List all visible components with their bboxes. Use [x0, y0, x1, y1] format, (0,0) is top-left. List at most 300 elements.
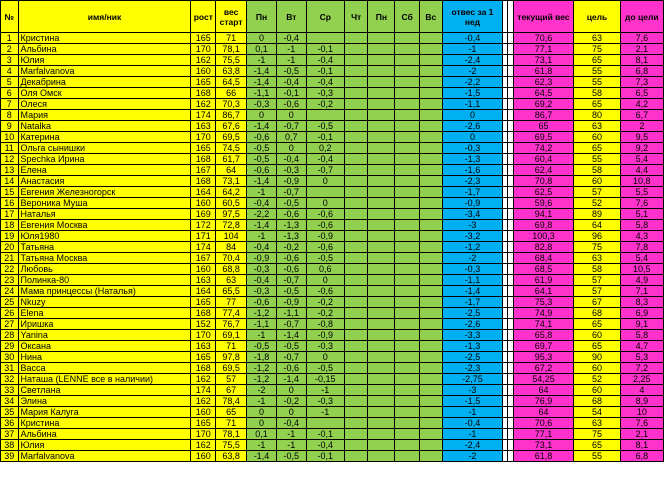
data-cell[interactable] [419, 264, 442, 275]
row-number-cell[interactable]: 6 [1, 88, 19, 99]
name-cell[interactable]: Татьяна Москва [18, 253, 191, 264]
data-cell[interactable]: -2,3 [442, 363, 503, 374]
data-cell[interactable] [306, 187, 344, 198]
name-cell[interactable]: Светлана [18, 385, 191, 396]
data-cell[interactable]: -0,1 [306, 44, 344, 55]
data-cell[interactable]: 63 [574, 121, 620, 132]
data-cell[interactable]: -0,6 [247, 132, 277, 143]
data-cell[interactable]: 74,1 [513, 319, 574, 330]
data-cell[interactable]: 97,5 [216, 209, 247, 220]
data-cell[interactable] [419, 209, 442, 220]
data-cell[interactable]: 160 [191, 264, 216, 275]
data-cell[interactable]: 75,3 [513, 297, 574, 308]
data-cell[interactable]: -0,7 [276, 187, 306, 198]
data-cell[interactable] [344, 275, 368, 286]
data-cell[interactable] [419, 66, 442, 77]
data-cell[interactable]: 4,7 [620, 341, 663, 352]
data-cell[interactable]: -1 [276, 55, 306, 66]
data-cell[interactable]: -1,2 [247, 374, 277, 385]
data-cell[interactable]: -0,4 [276, 77, 306, 88]
data-cell[interactable] [395, 418, 420, 429]
data-cell[interactable] [368, 407, 395, 418]
data-cell[interactable]: -1,4 [276, 374, 306, 385]
data-cell[interactable] [419, 253, 442, 264]
row-number-cell[interactable]: 29 [1, 341, 19, 352]
data-cell[interactable]: -1,5 [442, 396, 503, 407]
data-cell[interactable] [419, 308, 442, 319]
data-cell[interactable]: 70,6 [513, 33, 574, 44]
data-cell[interactable]: 73,1 [513, 440, 574, 451]
name-cell[interactable]: Елена [18, 165, 191, 176]
data-cell[interactable]: 59,6 [513, 198, 574, 209]
data-cell[interactable]: 9,1 [620, 319, 663, 330]
data-cell[interactable] [368, 220, 395, 231]
data-cell[interactable] [344, 44, 368, 55]
name-cell[interactable]: Natalka [18, 121, 191, 132]
data-cell[interactable]: -0,6 [306, 220, 344, 231]
data-cell[interactable]: 162 [191, 440, 216, 451]
data-cell[interactable]: -0,7 [276, 121, 306, 132]
data-cell[interactable]: -1,2 [442, 242, 503, 253]
data-cell[interactable]: 67 [216, 385, 247, 396]
data-cell[interactable] [368, 99, 395, 110]
data-cell[interactable]: -3,2 [442, 231, 503, 242]
data-cell[interactable]: 63 [574, 33, 620, 44]
data-cell[interactable]: -0,3 [247, 99, 277, 110]
data-cell[interactable] [344, 363, 368, 374]
data-cell[interactable] [368, 374, 395, 385]
data-cell[interactable]: -0,1 [306, 451, 344, 462]
data-cell[interactable]: 71 [216, 341, 247, 352]
data-cell[interactable]: 169 [191, 209, 216, 220]
data-cell[interactable]: 70,6 [513, 418, 574, 429]
data-cell[interactable] [419, 121, 442, 132]
data-cell[interactable]: 64,1 [513, 286, 574, 297]
data-cell[interactable]: 65 [574, 55, 620, 66]
data-cell[interactable]: -3 [442, 385, 503, 396]
name-cell[interactable]: Олеся [18, 99, 191, 110]
data-cell[interactable]: 65 [574, 143, 620, 154]
data-cell[interactable]: 0 [306, 198, 344, 209]
name-cell[interactable]: Нина [18, 352, 191, 363]
data-cell[interactable] [344, 451, 368, 462]
row-number-cell[interactable]: 13 [1, 165, 19, 176]
data-cell[interactable]: 7,1 [620, 286, 663, 297]
name-cell[interactable]: Татьяна [18, 242, 191, 253]
data-cell[interactable]: 69,7 [513, 341, 574, 352]
data-cell[interactable] [419, 319, 442, 330]
data-cell[interactable]: 63 [216, 275, 247, 286]
data-cell[interactable] [395, 198, 420, 209]
data-cell[interactable]: -0,5 [247, 143, 277, 154]
row-number-cell[interactable]: 7 [1, 99, 19, 110]
data-cell[interactable]: 5,4 [620, 154, 663, 165]
data-cell[interactable]: 60 [574, 363, 620, 374]
data-cell[interactable] [419, 176, 442, 187]
data-cell[interactable] [419, 33, 442, 44]
data-cell[interactable]: 100,3 [513, 231, 574, 242]
data-cell[interactable]: 77,1 [513, 44, 574, 55]
data-cell[interactable] [419, 165, 442, 176]
data-cell[interactable]: 70,8 [513, 176, 574, 187]
data-cell[interactable]: 170 [191, 429, 216, 440]
data-cell[interactable]: -1,5 [442, 88, 503, 99]
data-cell[interactable]: 60 [574, 132, 620, 143]
data-cell[interactable]: 69,1 [216, 330, 247, 341]
data-cell[interactable]: 4,9 [620, 275, 663, 286]
data-cell[interactable] [419, 55, 442, 66]
data-cell[interactable]: 61,7 [216, 154, 247, 165]
data-cell[interactable]: 68,5 [513, 264, 574, 275]
data-cell[interactable] [368, 264, 395, 275]
data-cell[interactable] [395, 253, 420, 264]
data-cell[interactable] [344, 385, 368, 396]
data-cell[interactable] [368, 286, 395, 297]
data-cell[interactable] [306, 110, 344, 121]
name-cell[interactable]: Мария Калуга [18, 407, 191, 418]
data-cell[interactable]: -2,5 [442, 352, 503, 363]
data-cell[interactable]: 7,2 [620, 363, 663, 374]
data-cell[interactable]: 74,5 [216, 143, 247, 154]
data-cell[interactable]: 5,8 [620, 220, 663, 231]
data-cell[interactable] [368, 209, 395, 220]
data-cell[interactable]: -1,3 [276, 220, 306, 231]
data-cell[interactable]: 55 [574, 451, 620, 462]
data-cell[interactable]: 90 [574, 352, 620, 363]
data-cell[interactable] [368, 330, 395, 341]
data-cell[interactable] [419, 77, 442, 88]
data-cell[interactable] [344, 396, 368, 407]
data-cell[interactable] [368, 275, 395, 286]
data-cell[interactable] [419, 352, 442, 363]
data-cell[interactable]: 168 [191, 363, 216, 374]
data-cell[interactable]: -0,2 [306, 99, 344, 110]
name-cell[interactable]: Васса [18, 363, 191, 374]
row-number-cell[interactable]: 16 [1, 198, 19, 209]
row-number-cell[interactable]: 18 [1, 220, 19, 231]
data-cell[interactable]: 5,4 [620, 253, 663, 264]
data-cell[interactable]: 62,3 [513, 77, 574, 88]
data-cell[interactable]: 67 [574, 297, 620, 308]
data-cell[interactable] [344, 319, 368, 330]
name-cell[interactable]: Катерина [18, 132, 191, 143]
data-cell[interactable]: -0,7 [276, 352, 306, 363]
data-cell[interactable]: -0,2 [276, 396, 306, 407]
data-cell[interactable] [344, 165, 368, 176]
data-cell[interactable]: 94,1 [513, 209, 574, 220]
row-number-cell[interactable]: 28 [1, 330, 19, 341]
data-cell[interactable]: 69,8 [513, 220, 574, 231]
data-cell[interactable]: -1,4 [247, 121, 277, 132]
data-cell[interactable]: -1 [442, 44, 503, 55]
data-cell[interactable] [344, 121, 368, 132]
data-cell[interactable]: 69,5 [513, 132, 574, 143]
data-cell[interactable] [344, 418, 368, 429]
data-cell[interactable]: 54,25 [513, 374, 574, 385]
data-cell[interactable]: -2,2 [442, 77, 503, 88]
data-cell[interactable] [395, 330, 420, 341]
data-cell[interactable]: -0,15 [306, 374, 344, 385]
data-cell[interactable]: 64,5 [513, 88, 574, 99]
data-cell[interactable] [395, 154, 420, 165]
name-cell[interactable]: Евгения Железногорск [18, 187, 191, 198]
row-number-cell[interactable]: 14 [1, 176, 19, 187]
data-cell[interactable]: 0 [247, 418, 277, 429]
row-number-cell[interactable]: 26 [1, 308, 19, 319]
data-cell[interactable]: 71 [216, 33, 247, 44]
data-cell[interactable]: 52 [574, 198, 620, 209]
data-cell[interactable]: 10,8 [620, 176, 663, 187]
data-cell[interactable]: 5,3 [620, 352, 663, 363]
data-cell[interactable]: 58 [574, 264, 620, 275]
row-number-cell[interactable]: 8 [1, 110, 19, 121]
data-cell[interactable] [395, 110, 420, 121]
data-cell[interactable]: 96 [574, 231, 620, 242]
data-cell[interactable]: 7,6 [620, 33, 663, 44]
data-cell[interactable]: 75 [574, 429, 620, 440]
data-cell[interactable]: -1 [442, 429, 503, 440]
data-cell[interactable] [419, 220, 442, 231]
name-cell[interactable]: Иришка [18, 319, 191, 330]
data-cell[interactable]: 64,2 [216, 187, 247, 198]
data-cell[interactable]: 55 [574, 154, 620, 165]
name-cell[interactable]: Nkuzy [18, 297, 191, 308]
data-cell[interactable]: 60,4 [513, 154, 574, 165]
row-number-cell[interactable]: 1 [1, 33, 19, 44]
data-cell[interactable]: 75 [574, 44, 620, 55]
data-cell[interactable]: -3,4 [442, 209, 503, 220]
row-number-cell[interactable]: 30 [1, 352, 19, 363]
data-cell[interactable]: 76,7 [216, 319, 247, 330]
data-cell[interactable]: 0 [276, 385, 306, 396]
data-cell[interactable]: -1 [247, 396, 277, 407]
data-cell[interactable]: -0,5 [306, 121, 344, 132]
data-cell[interactable]: 66 [216, 88, 247, 99]
data-cell[interactable]: 162 [191, 374, 216, 385]
data-cell[interactable]: 2,1 [620, 429, 663, 440]
data-cell[interactable]: -1 [306, 385, 344, 396]
data-cell[interactable] [344, 407, 368, 418]
data-cell[interactable]: -1 [276, 429, 306, 440]
data-cell[interactable]: -1,2 [247, 363, 277, 374]
data-cell[interactable]: 82,8 [513, 242, 574, 253]
data-cell[interactable]: -0,9 [276, 297, 306, 308]
data-cell[interactable]: 70,3 [216, 99, 247, 110]
name-cell[interactable]: Евгения Москва [18, 220, 191, 231]
data-cell[interactable] [344, 143, 368, 154]
data-cell[interactable]: 61,8 [513, 66, 574, 77]
data-cell[interactable] [344, 341, 368, 352]
data-cell[interactable]: -2,6 [442, 319, 503, 330]
data-cell[interactable]: -0,5 [276, 286, 306, 297]
data-cell[interactable]: 174 [191, 385, 216, 396]
data-cell[interactable]: -0,4 [442, 33, 503, 44]
data-cell[interactable] [395, 55, 420, 66]
data-cell[interactable] [368, 429, 395, 440]
data-cell[interactable]: 57 [574, 187, 620, 198]
data-cell[interactable]: -1,2 [247, 308, 277, 319]
data-cell[interactable] [368, 165, 395, 176]
row-number-cell[interactable]: 22 [1, 264, 19, 275]
data-cell[interactable]: 86,7 [216, 110, 247, 121]
data-cell[interactable]: 6,5 [620, 88, 663, 99]
data-cell[interactable]: 55 [574, 66, 620, 77]
data-cell[interactable]: 65,8 [513, 330, 574, 341]
data-cell[interactable]: 58 [574, 165, 620, 176]
data-cell[interactable]: 75,5 [216, 55, 247, 66]
name-cell[interactable]: Spechka Ирина [18, 154, 191, 165]
data-cell[interactable]: -1 [247, 330, 277, 341]
data-cell[interactable]: -0,4 [276, 33, 306, 44]
row-number-cell[interactable]: 12 [1, 154, 19, 165]
data-cell[interactable] [344, 374, 368, 385]
data-cell[interactable]: -0,4 [247, 198, 277, 209]
data-cell[interactable]: -0,6 [276, 363, 306, 374]
data-cell[interactable]: -1 [247, 187, 277, 198]
data-cell[interactable]: -1 [306, 407, 344, 418]
data-cell[interactable] [419, 143, 442, 154]
data-cell[interactable]: 5,5 [620, 187, 663, 198]
data-cell[interactable]: -1,1 [247, 319, 277, 330]
data-cell[interactable]: -0,3 [442, 143, 503, 154]
data-cell[interactable]: -1,7 [442, 297, 503, 308]
data-cell[interactable]: 171 [191, 231, 216, 242]
data-cell[interactable]: 78,1 [216, 44, 247, 55]
data-cell[interactable] [368, 341, 395, 352]
data-cell[interactable]: 162 [191, 99, 216, 110]
row-number-cell[interactable]: 34 [1, 396, 19, 407]
data-cell[interactable]: 60 [574, 176, 620, 187]
data-cell[interactable] [395, 341, 420, 352]
data-cell[interactable] [419, 187, 442, 198]
data-cell[interactable] [419, 44, 442, 55]
data-cell[interactable] [368, 451, 395, 462]
data-cell[interactable]: 170 [191, 330, 216, 341]
data-cell[interactable]: -0,5 [247, 341, 277, 352]
data-cell[interactable]: 57 [574, 286, 620, 297]
data-cell[interactable]: 0 [442, 132, 503, 143]
data-cell[interactable]: 160 [191, 66, 216, 77]
data-cell[interactable] [419, 99, 442, 110]
data-cell[interactable]: 2 [620, 121, 663, 132]
data-cell[interactable] [395, 451, 420, 462]
data-cell[interactable]: 170 [191, 132, 216, 143]
row-number-cell[interactable]: 32 [1, 374, 19, 385]
data-cell[interactable]: -0,6 [276, 209, 306, 220]
data-cell[interactable]: 164 [191, 187, 216, 198]
data-cell[interactable]: -1,3 [276, 231, 306, 242]
data-cell[interactable] [368, 33, 395, 44]
data-cell[interactable]: -0,6 [306, 242, 344, 253]
data-cell[interactable]: 76,9 [513, 396, 574, 407]
name-cell[interactable]: Полинка-80 [18, 275, 191, 286]
data-cell[interactable]: 75,5 [216, 440, 247, 451]
data-cell[interactable]: -1,1 [247, 88, 277, 99]
data-cell[interactable]: -0,4 [306, 440, 344, 451]
data-cell[interactable] [344, 297, 368, 308]
row-number-cell[interactable]: 19 [1, 231, 19, 242]
data-cell[interactable]: -0,5 [306, 253, 344, 264]
data-cell[interactable]: -1 [247, 440, 277, 451]
data-cell[interactable]: -1,4 [247, 220, 277, 231]
data-cell[interactable]: 52 [574, 374, 620, 385]
data-cell[interactable]: -0,5 [247, 154, 277, 165]
data-cell[interactable]: 65 [574, 440, 620, 451]
data-cell[interactable]: 0 [247, 110, 277, 121]
data-cell[interactable]: -0,2 [306, 297, 344, 308]
data-cell[interactable]: 77 [216, 297, 247, 308]
row-number-cell[interactable]: 38 [1, 440, 19, 451]
data-cell[interactable] [395, 66, 420, 77]
data-cell[interactable] [419, 297, 442, 308]
data-cell[interactable] [368, 385, 395, 396]
data-cell[interactable]: 172 [191, 220, 216, 231]
data-cell[interactable] [344, 330, 368, 341]
data-cell[interactable]: 65 [574, 319, 620, 330]
data-cell[interactable]: -0,6 [276, 99, 306, 110]
data-cell[interactable]: 60 [574, 330, 620, 341]
data-cell[interactable]: -1,1 [276, 308, 306, 319]
data-cell[interactable]: 65,5 [216, 286, 247, 297]
data-cell[interactable] [395, 385, 420, 396]
data-cell[interactable] [419, 132, 442, 143]
data-cell[interactable] [344, 440, 368, 451]
data-cell[interactable]: 7,6 [620, 198, 663, 209]
data-cell[interactable]: -2,3 [442, 176, 503, 187]
data-cell[interactable]: 68 [574, 308, 620, 319]
data-cell[interactable] [419, 341, 442, 352]
data-cell[interactable] [419, 242, 442, 253]
data-cell[interactable]: 7,3 [620, 77, 663, 88]
data-cell[interactable]: -0,4 [276, 154, 306, 165]
data-cell[interactable]: 162 [191, 55, 216, 66]
data-cell[interactable]: 58 [574, 88, 620, 99]
data-cell[interactable]: 165 [191, 352, 216, 363]
data-cell[interactable]: -0,4 [247, 275, 277, 286]
data-cell[interactable]: 71 [216, 418, 247, 429]
data-cell[interactable] [419, 110, 442, 121]
data-cell[interactable]: 9,2 [620, 143, 663, 154]
data-cell[interactable] [344, 132, 368, 143]
data-cell[interactable]: -0,4 [306, 154, 344, 165]
data-cell[interactable]: -1 [276, 440, 306, 451]
data-cell[interactable]: -2,4 [442, 55, 503, 66]
data-cell[interactable] [368, 176, 395, 187]
data-cell[interactable] [368, 55, 395, 66]
data-cell[interactable]: -0,5 [276, 198, 306, 209]
data-cell[interactable]: -0,5 [276, 341, 306, 352]
data-cell[interactable]: -0,5 [276, 451, 306, 462]
data-cell[interactable]: 165 [191, 77, 216, 88]
data-cell[interactable] [306, 33, 344, 44]
data-cell[interactable]: -0,2 [306, 308, 344, 319]
name-cell[interactable]: Юлия [18, 440, 191, 451]
data-cell[interactable]: -1,8 [247, 352, 277, 363]
data-cell[interactable] [368, 418, 395, 429]
data-cell[interactable]: -0,5 [276, 66, 306, 77]
data-cell[interactable]: 0,1 [247, 429, 277, 440]
data-cell[interactable]: 78,4 [216, 396, 247, 407]
data-cell[interactable]: 77,4 [216, 308, 247, 319]
data-cell[interactable]: 55 [574, 77, 620, 88]
name-cell[interactable]: Наталья [18, 209, 191, 220]
data-cell[interactable] [395, 319, 420, 330]
data-cell[interactable] [344, 220, 368, 231]
data-cell[interactable]: -0,4 [276, 418, 306, 429]
data-cell[interactable] [395, 308, 420, 319]
data-cell[interactable] [419, 396, 442, 407]
data-cell[interactable] [419, 385, 442, 396]
